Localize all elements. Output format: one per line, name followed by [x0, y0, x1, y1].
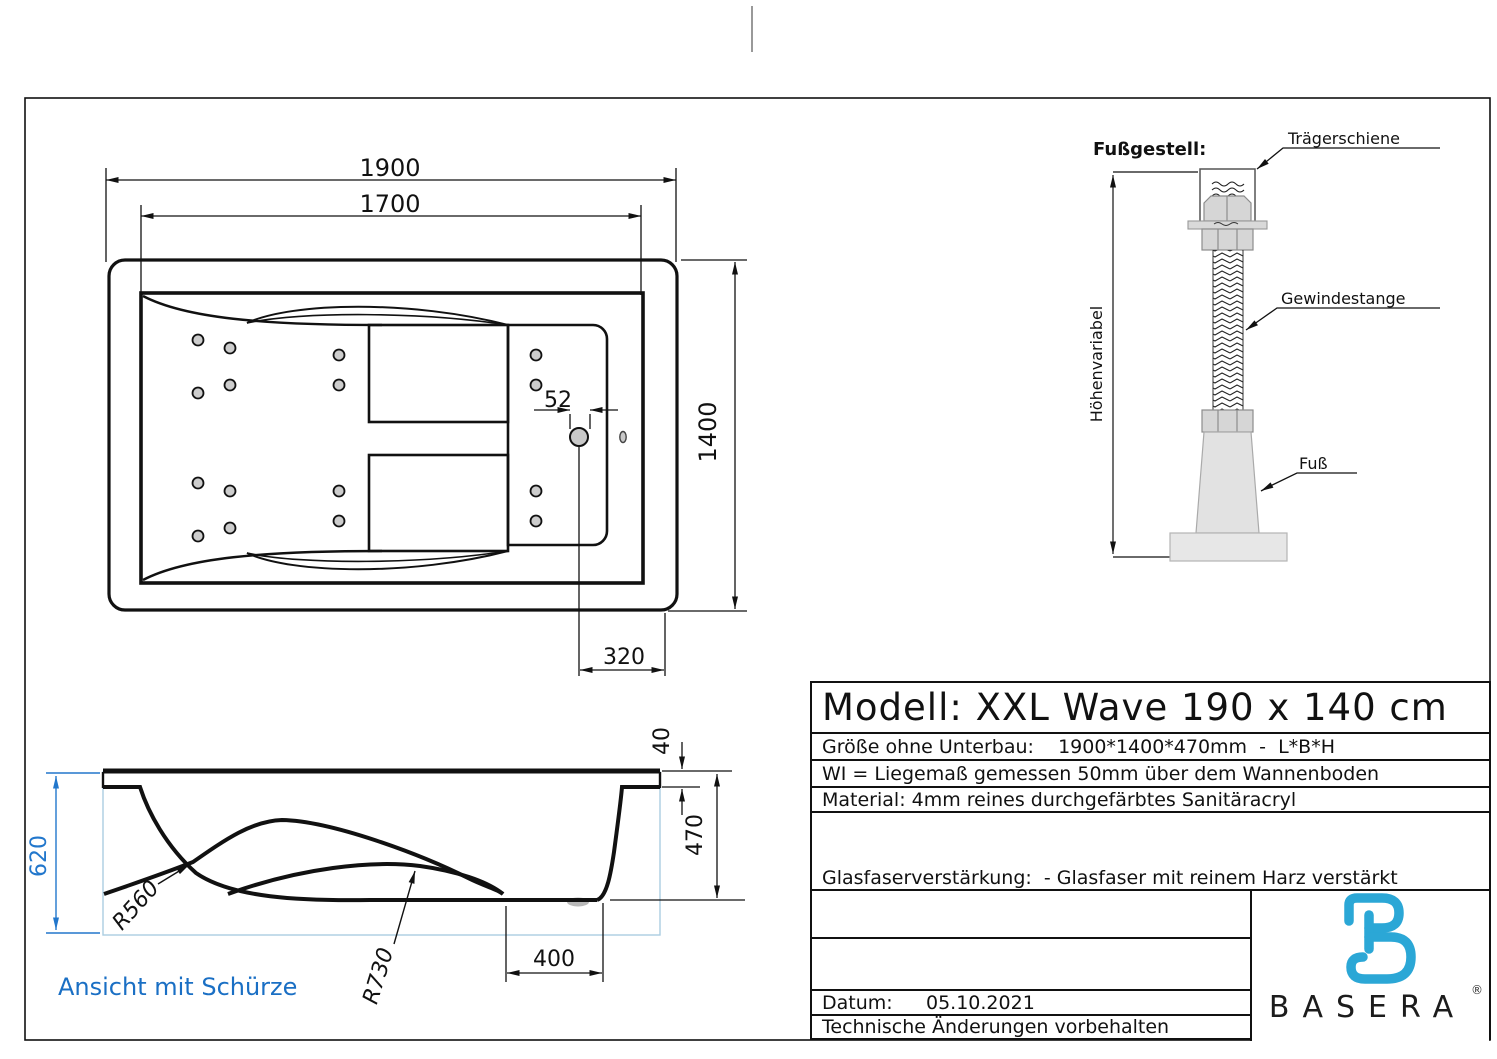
- lower-nut: [1202, 410, 1253, 432]
- basera-logo-icon: [1252, 891, 1489, 987]
- radius-r560-label: R560: [107, 876, 165, 936]
- side-view: [27, 727, 745, 1007]
- row-wi: WI = Liegemaß gemessen 50mm über dem Wannenboden: [812, 761, 1489, 788]
- seat-panel-bottom: [369, 455, 508, 551]
- side-view-caption: Ansicht mit Schürze: [58, 973, 298, 1001]
- dim-52-value: 52: [544, 388, 572, 413]
- seat-panel-top: [369, 325, 508, 422]
- dim-320-value: 320: [603, 645, 645, 670]
- radius-r730-label: R730: [358, 945, 400, 1008]
- dim-620-value: 620: [27, 835, 52, 877]
- logo-cell: [1250, 891, 1489, 1041]
- height-variable-label: Höhenvariabel: [1087, 305, 1106, 423]
- dim-320: [579, 447, 665, 676]
- dim-1400-value: 1400: [694, 401, 722, 463]
- row-fiberglass: [812, 813, 1489, 891]
- top-view: [106, 154, 747, 676]
- drain-hole: [570, 428, 588, 446]
- row-size: Größe ohne Unterbau: 1900*1400*470mm - L*B*H: [812, 734, 1489, 761]
- row-date: [812, 991, 1250, 1016]
- row-disclaimer: Technische Änderungen vorbehalten: [822, 1016, 1170, 1038]
- threaded-rod-label: Gewindestange: [1281, 289, 1406, 308]
- lying-curve-r560: [104, 820, 503, 894]
- registered-trademark-mark: ®: [1471, 983, 1483, 997]
- rail-label: Trägerschiene: [1288, 129, 1400, 148]
- dim-470-value: 470: [683, 814, 708, 856]
- fiberglass-line-1: Glasfaserverstärkung: - Glasfaser mit reinem Harz verstärkt: [822, 867, 1398, 889]
- foot-assembly: [1087, 129, 1440, 561]
- dim-1700: [141, 205, 641, 295]
- jet-nozzles: [193, 335, 542, 542]
- tub-inner-rim: [141, 293, 643, 583]
- model-title: Modell: XXL Wave 190 x 140 cm: [812, 683, 1489, 734]
- basera-logo-text: BASERA: [1268, 990, 1467, 1025]
- lock-nut: [1202, 229, 1253, 250]
- foot-well: [508, 325, 607, 545]
- dim-400-value: 400: [533, 947, 575, 972]
- foot-base-plate: [1170, 533, 1287, 561]
- right-wall-profile: [597, 787, 660, 900]
- leader-lines: [1246, 148, 1440, 491]
- foot-label: Fuß: [1299, 454, 1328, 473]
- lying-curve-r730: [228, 864, 503, 894]
- date-label: Datum:: [822, 992, 893, 1014]
- dim-40-value: 40: [650, 727, 675, 755]
- threaded-rod: [1213, 250, 1243, 410]
- apron-outline: [103, 772, 660, 935]
- overflow-hole: [620, 432, 626, 443]
- dim-height-variable: [1113, 172, 1198, 557]
- dim-470: [610, 774, 745, 900]
- row-material: Material: 4mm reines durchgefärbtes Sanitäracryl: [812, 788, 1489, 813]
- r730-leader: [394, 871, 415, 944]
- skirt-profile: [103, 787, 597, 900]
- date-value: 05.10.2021: [926, 992, 1035, 1014]
- row-foot-frame: [812, 939, 1250, 991]
- row-baseboard: [812, 891, 1250, 939]
- dim-1700-value: 1700: [359, 190, 421, 218]
- dim-1900-value: 1900: [359, 154, 421, 182]
- dim-620: [46, 773, 100, 933]
- foot-assembly-title: Fußgestell:: [1093, 139, 1207, 160]
- foot-cone: [1196, 432, 1259, 533]
- title-block: [810, 681, 1491, 1040]
